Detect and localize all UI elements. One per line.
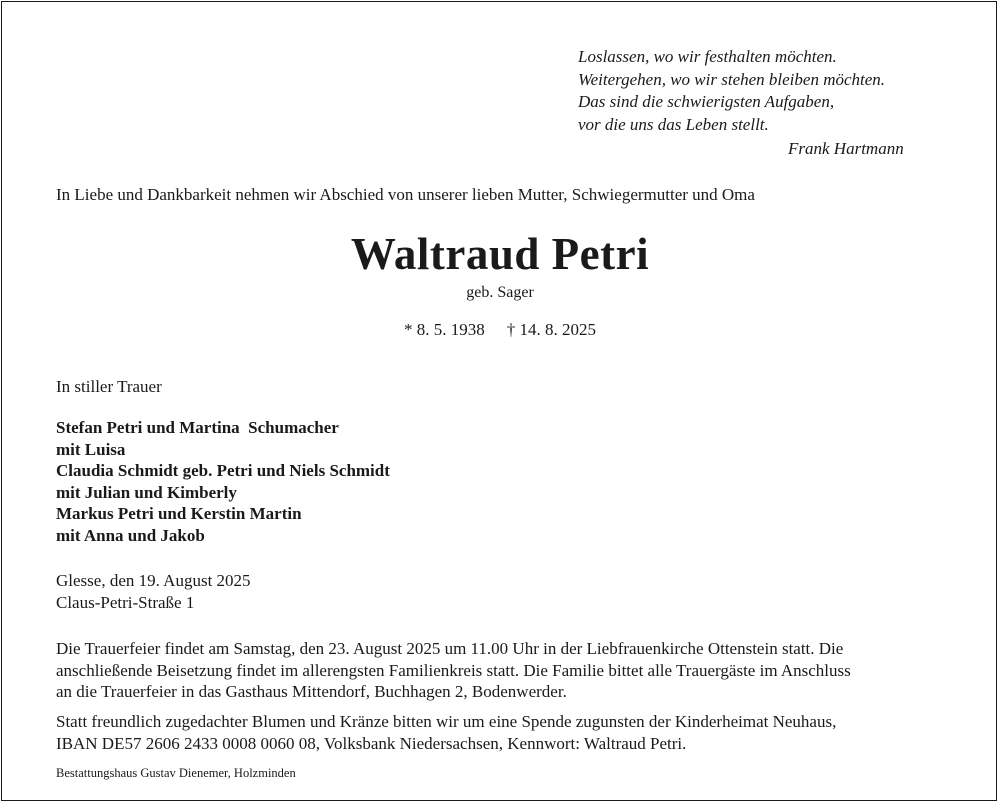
- funeral-info-line: anschließende Beisetzung findet im allerengsten Familienkreis statt. Die Familie bittet alle Trauergäste im Anschluss: [56, 660, 851, 680]
- funeral-info-line: an die Trauerfeier in das Gasthaus Mittendorf, Buchhagen 2, Bodenwerder.: [56, 682, 567, 701]
- obituary-notice: [1, 1, 997, 801]
- family-line: mit Julian und Kimberly: [56, 482, 237, 502]
- birth-date: * 8. 5. 1938: [404, 320, 485, 339]
- donation-info: [56, 711, 836, 754]
- deceased-name: Waltraud Petri: [350, 229, 650, 279]
- family-line: Markus Petri und Kerstin Martin: [56, 504, 302, 523]
- family-line: Stefan Petri und Martina Schumacher: [56, 418, 339, 437]
- life-dates: [2, 320, 998, 340]
- address: Claus-Petri-Straße 1: [56, 593, 195, 612]
- funeral-info: [56, 638, 851, 703]
- death-date: † 14. 8. 2025: [506, 320, 596, 339]
- funeral-info-line: Die Trauerfeier findet am Samstag, den 23. August 2025 um 11.00 Uhr in der Liebfrauenkirche Ottenstein statt. Die: [56, 639, 844, 658]
- poem-author: Frank Hartmann: [788, 139, 904, 158]
- poem-line: Weitergehen, wo wir stehen bleiben möchten.: [578, 69, 886, 89]
- poem: [578, 46, 885, 136]
- maiden-name: geb. Sager: [466, 284, 534, 301]
- poem-line: vor die uns das Leben stellt.: [578, 114, 769, 134]
- intro-text: In Liebe und Dankbarkeit nehmen wir Abschied von unserer lieben Mutter, Schwiegermutter und Oma: [56, 185, 755, 204]
- place-and-address: [56, 570, 251, 614]
- family-list: [56, 417, 390, 546]
- family-line: Claudia Schmidt geb. Petri und Niels Schmidt: [56, 461, 390, 480]
- mourning-label: In stiller Trauer: [56, 377, 162, 396]
- donation-info-line: Statt freundlich zugedachter Blumen und Kränze bitten wir um eine Spende zugunsten der Kinderheimat Neuhaus,: [56, 712, 837, 731]
- poem-line: Loslassen, wo wir festhalten möchten.: [578, 47, 837, 66]
- place-date: Glesse, den 19. August 2025: [56, 571, 251, 590]
- poem-line: Das sind die schwierigsten Aufgaben,: [578, 92, 835, 111]
- family-line: mit Luisa: [56, 439, 126, 459]
- funeral-home: Bestattungshaus Gustav Dienemer, Holzminden: [56, 766, 296, 780]
- donation-info-line: IBAN DE57 2606 2433 0008 0060 08, Volksbank Niedersachsen, Kennwort: Waltraud Petri.: [56, 733, 687, 753]
- family-line: mit Anna und Jakob: [56, 525, 205, 545]
